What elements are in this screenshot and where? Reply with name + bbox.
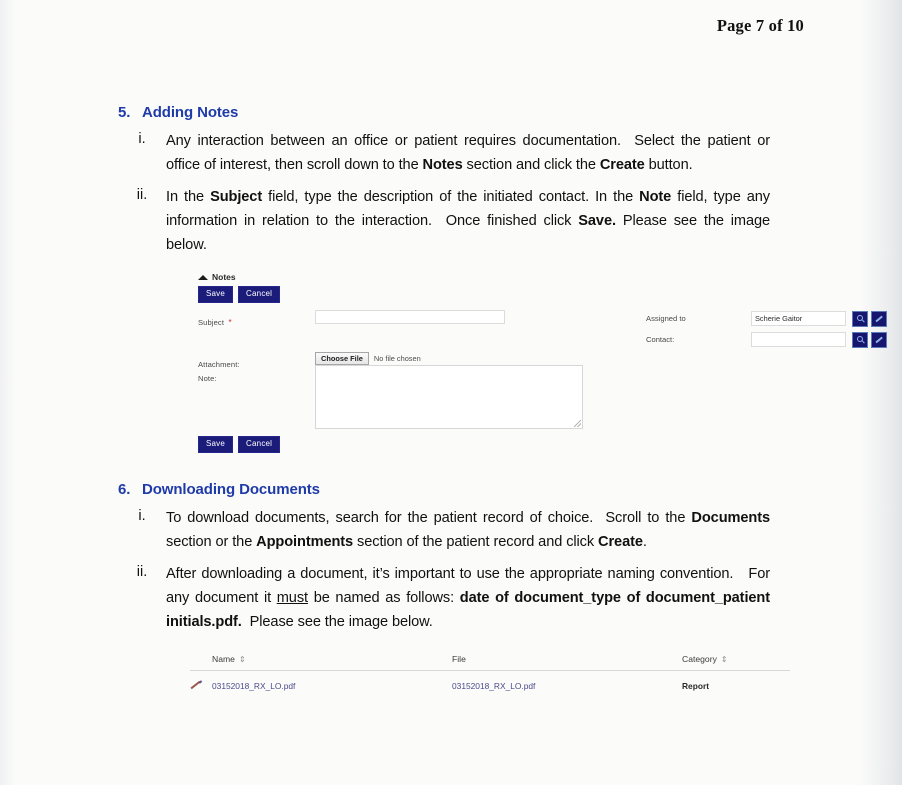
notes-form-screenshot (198, 272, 902, 454)
paragraph-text: Any interaction between an office or patient requires documentation. Select the patient or office of interest, then scroll down to the Notes section and click the Create button. (166, 133, 770, 173)
cancel-button-top[interactable]: Cancel (238, 286, 280, 303)
documents-table-screenshot (190, 652, 790, 704)
row-edit-cell[interactable] (190, 671, 212, 698)
column-label-file: File (452, 654, 466, 664)
paragraph-text: In the Subject field, type the description of the initiated contact. In the Note field, type any information in relation to the interaction. Once finished click Save. Please see the image below. (166, 189, 771, 253)
sort-icon[interactable]: ⇕ (720, 655, 728, 664)
column-label-name: Name (212, 654, 235, 664)
note-row (198, 368, 217, 386)
contact-actions (852, 332, 887, 348)
assigned-to-label: Assigned to (646, 314, 686, 323)
category-value: Report (682, 681, 709, 691)
cell-category (682, 671, 790, 698)
paragraph-text: To download documents, search for the patient record of choice. Scroll to the Documents section or the Appointments section of the patient record and click Create. (166, 510, 770, 550)
section-adding-notes (118, 104, 818, 257)
search-icon[interactable] (852, 332, 868, 348)
pencil-icon[interactable] (871, 332, 887, 348)
list-marker: ii. (136, 187, 148, 204)
list-marker: ii. (136, 564, 148, 581)
assignment-block (646, 308, 902, 350)
document-file-link[interactable]: 03152018_RX_LO.pdf (452, 681, 536, 691)
pencil-icon[interactable] (190, 679, 202, 691)
section-6-heading (118, 481, 818, 498)
subject-input[interactable] (315, 310, 505, 324)
chevron-up-icon[interactable] (198, 275, 208, 280)
subject-label: Subject (198, 318, 225, 327)
cell-file[interactable] (452, 671, 682, 698)
sort-icon[interactable]: ⇕ (238, 655, 246, 664)
note-textarea[interactable] (315, 365, 583, 429)
document-name-link[interactable]: 03152018_RX_LO.pdf (212, 681, 296, 691)
assigned-to-actions (852, 311, 887, 327)
section-6-item-i (118, 507, 818, 554)
section-5-heading (118, 104, 818, 121)
contact-label: Contact: (646, 335, 675, 344)
table-header-row (190, 652, 790, 671)
column-header-icon (190, 652, 212, 671)
notes-top-button-row (198, 286, 902, 303)
resize-handle-icon[interactable] (574, 420, 581, 427)
notes-panel-title: Notes (212, 272, 236, 282)
save-button-bottom[interactable]: Save (198, 436, 233, 453)
notes-panel-header[interactable] (198, 272, 902, 282)
section-6-number: 6. (118, 481, 131, 498)
note-label: Note: (198, 374, 217, 383)
section-downloading-documents (118, 481, 818, 634)
choose-file-button[interactable]: Choose File (315, 352, 369, 365)
contact-row (646, 329, 902, 350)
notes-bottom-button-row (198, 436, 280, 453)
file-chooser[interactable] (315, 352, 421, 365)
section-5-item-i (118, 130, 818, 177)
list-marker: i. (138, 131, 146, 147)
section-5-title: Adding Notes (142, 104, 239, 121)
assigned-to-row (646, 308, 902, 329)
section-6-item-ii (118, 563, 818, 634)
column-label-category: Category (682, 654, 717, 664)
page-number-header: Page 7 of 10 (716, 16, 804, 35)
cell-name[interactable] (212, 671, 452, 698)
pencil-icon[interactable] (871, 311, 887, 327)
assigned-to-input[interactable]: Scherie Gaitor (751, 311, 846, 326)
section-5-number: 5. (118, 104, 131, 121)
list-marker: i. (138, 508, 146, 524)
column-header-file[interactable] (452, 652, 682, 671)
paragraph-text: After downloading a document, it’s important to use the appropriate naming convention. For any document it must be named as follows: date of document_type of document_patient initials.pdf. Please see the image below. (166, 566, 770, 630)
section-5-item-ii (118, 186, 818, 257)
cancel-button-bottom[interactable]: Cancel (238, 436, 280, 453)
contact-input[interactable] (751, 332, 846, 347)
column-header-category[interactable] (682, 652, 790, 671)
column-header-name[interactable] (212, 652, 452, 671)
scan-shading-left (0, 0, 16, 785)
save-button-top[interactable]: Save (198, 286, 233, 303)
section-6-title: Downloading Documents (142, 481, 320, 498)
documents-table (190, 652, 790, 697)
table-row[interactable] (190, 671, 790, 698)
search-icon[interactable] (852, 311, 868, 327)
attachment-label: Attachment: (198, 360, 240, 369)
required-marker: * (228, 318, 232, 327)
no-file-chosen-text: No file chosen (373, 354, 421, 364)
